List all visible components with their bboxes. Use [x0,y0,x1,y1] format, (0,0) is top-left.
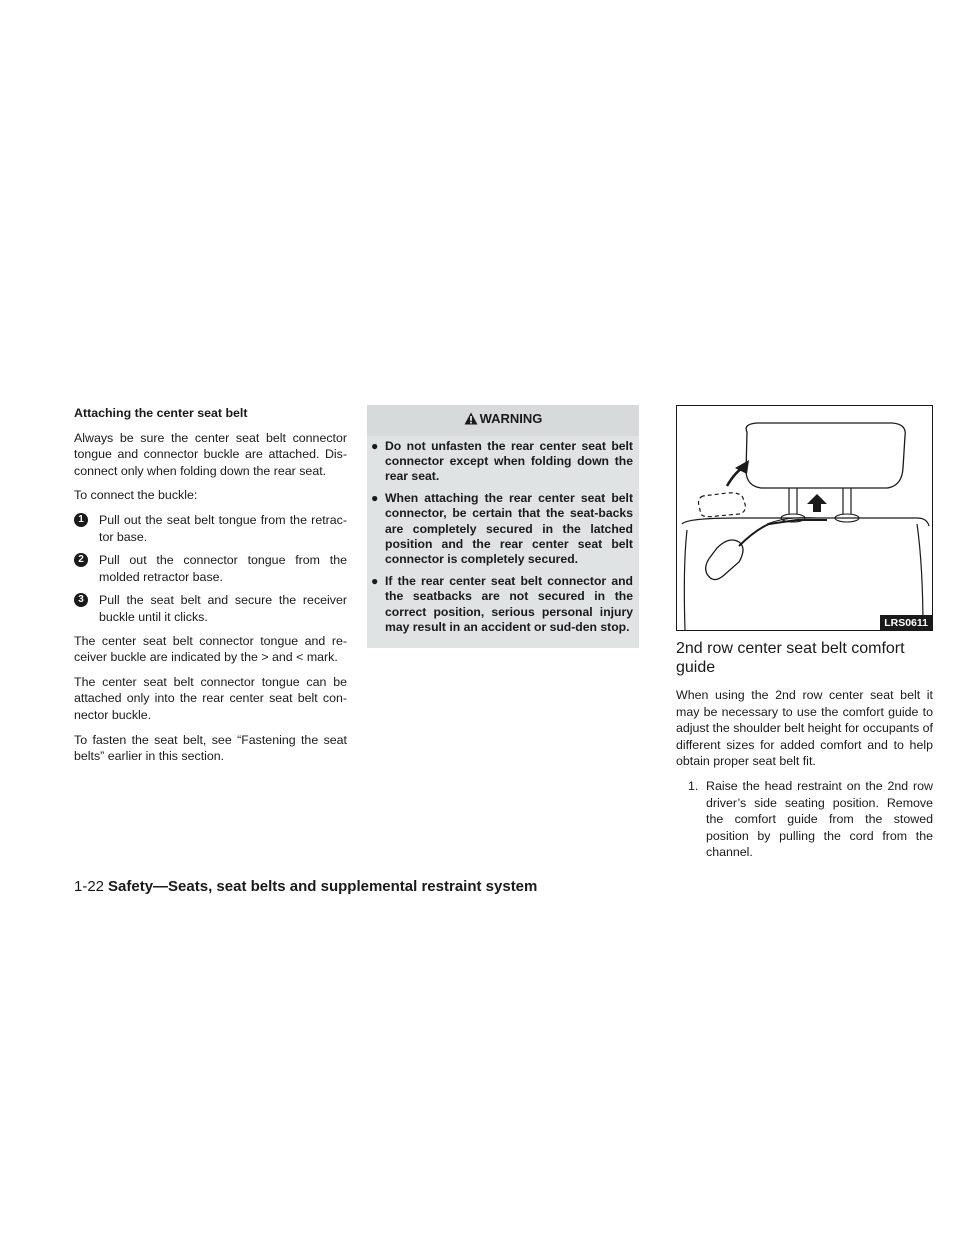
warning-text: If the rear center seat belt connector and the seatbacks are not secured in the correct position, serious personal injury may result in an accident or sud-den stop. [385,573,633,635]
right-column [676,405,933,861]
paragraph-attach: The center seat belt connector tongue can be attached only into the rear center seat belt con-nector buckle. [74,674,347,722]
numbered-step-1 [676,778,933,861]
page-number: 1-22 [74,878,105,895]
bullet-icon: ● [371,573,379,588]
step-3 [74,592,347,625]
step-number-badge: 2 [74,553,88,567]
head-restraint-drawing [677,406,932,630]
bullet-icon: ● [371,490,379,505]
chapter-title: Safety—Seats, seat belts and supplemental restraint system [108,878,538,895]
comfort-guide-illustration [676,405,933,631]
warning-text: Do not unfasten the rear center seat belt connector except when folding down the rear seat. [385,438,633,484]
paragraph-fasten: To fasten the seat belt, see “Fastening the seat belts” earlier in this section. [74,732,347,764]
lead-text: To connect the buckle: [74,488,198,503]
warning-triangle-icon [464,412,478,430]
warning-text: When attaching the rear center seat belt connector, be certain that the seat-backs are completely secured in the latched position and the rear center seat belt connector is completely secured. [385,490,633,567]
step-number-badge: 3 [74,593,88,607]
page-footer [74,878,537,895]
intro-paragraph: Always be sure the center seat belt connector tongue and connector buckle are attached. Dis-connect only when folding down the rear seat. [74,430,347,478]
step-1 [74,512,347,545]
step-text: Pull out the seat belt tongue from the retrac-tor base. [99,512,347,544]
step-number: 1. [688,778,699,793]
step-text: Raise the head restraint on the 2nd row driver’s side seating position. Remove the comfort guide from the stowed position by pulling the cord from the channel. [706,778,933,860]
paragraph-marks: The center seat belt connector tongue and re-ceiver buckle are indicated by the > and < mark. [74,633,347,665]
warning-item [367,436,639,488]
warning-header [367,405,639,436]
step-number-badge: 1 [74,513,88,527]
step-text: Pull the seat belt and secure the receiver buckle until it clicks. [99,593,347,624]
warning-item [367,571,639,639]
section-title: 2nd row center seat belt comfort guide [676,640,905,676]
warning-item [367,488,639,571]
step-text: Pull out the connector tongue from the molded retractor base. [99,553,347,584]
left-column [74,405,347,773]
warning-box [367,405,639,648]
middle-column [367,405,639,648]
warning-title: WARNING [479,411,543,426]
figure-id-label: LRS0611 [880,615,932,630]
comfort-guide-paragraph: When using the 2nd row center seat belt it may be necessary to use the comfort guide to adjust the shoulder belt height for occupants of different sizes for added comfort and to help obtain proper seat belt fit. [676,688,933,769]
bullet-icon: ● [371,438,379,453]
step-2 [74,552,347,585]
section-heading: Attaching the center seat belt [74,406,248,420]
